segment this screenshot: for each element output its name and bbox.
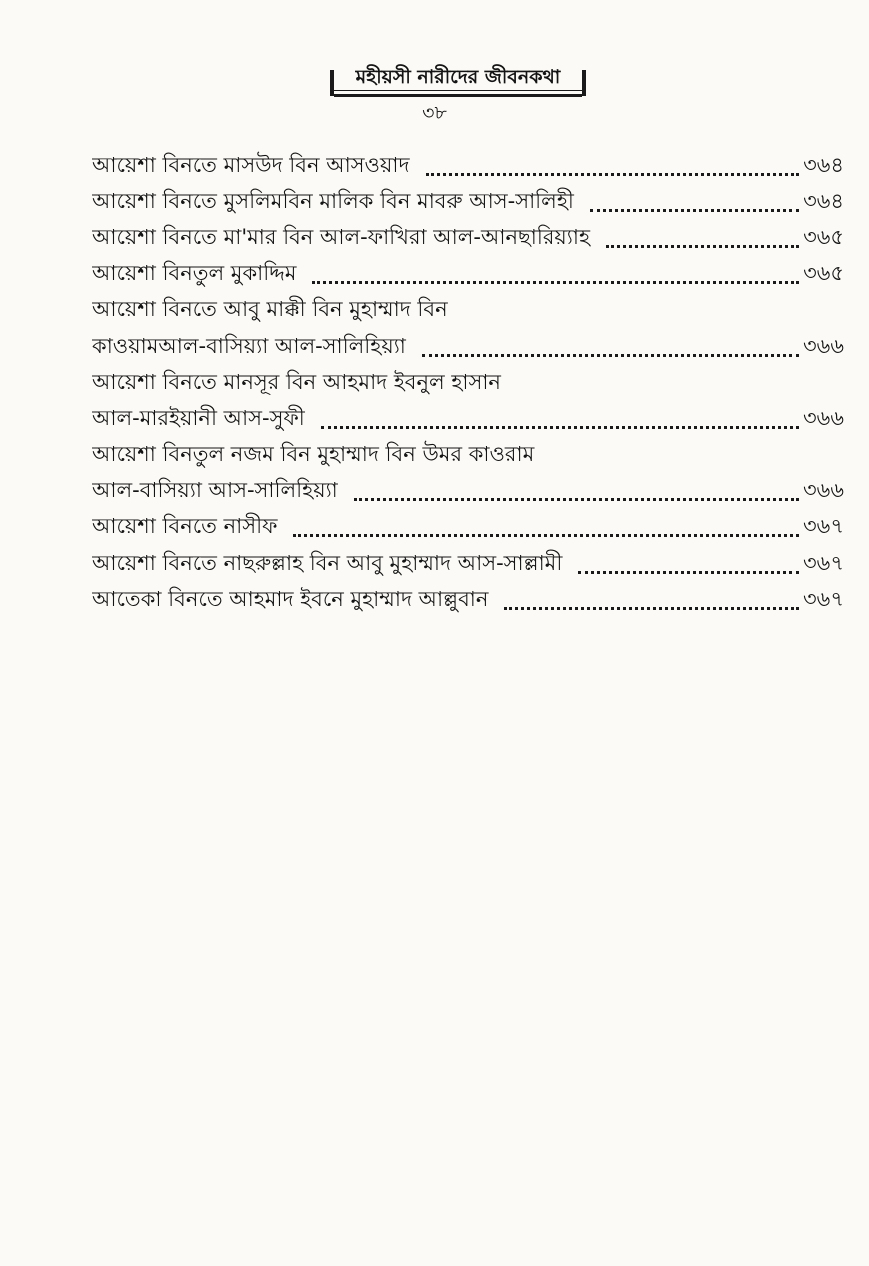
toc-leader-dots — [578, 571, 799, 574]
toc-entry-page: ৩৬৫ — [803, 224, 844, 249]
toc-entry-continued — [92, 438, 844, 474]
toc-entry-label: আয়েশা বিনতে আবু মাক্কী বিন মুহাম্মাদ বিন — [92, 297, 448, 322]
toc-entry-continued — [92, 365, 844, 401]
toc-entry-label: কাওয়ামআল-বাসিয়্যা আল-সালিহিয়্যা — [92, 333, 406, 358]
toc-leader-dots — [354, 498, 799, 501]
toc-leader-dots — [422, 354, 799, 357]
toc-entry — [92, 401, 844, 437]
toc-leader-dots — [312, 281, 799, 284]
toc-leader-dots — [606, 245, 799, 248]
toc-entry-label: আল-বাসিয়্যা আস-সালিহিয়্যা — [92, 478, 338, 503]
toc-leader-dots — [590, 209, 799, 212]
toc-entry — [92, 546, 844, 582]
toc-entry-page: ৩৬৫ — [803, 261, 844, 286]
table-of-contents — [92, 148, 844, 618]
toc-entry-page: ৩৬৬ — [803, 478, 844, 503]
toc-leader-dots — [293, 534, 799, 537]
toc-leader-dots — [426, 173, 800, 176]
running-header — [330, 66, 586, 100]
toc-entry-label: আয়েশা বিনতে মাসউদ বিন আসওয়াদ — [92, 152, 410, 177]
toc-entry-label: আয়েশা বিনতুল নজম বিন মুহাম্মাদ বিন উমর কাওরাম — [92, 442, 535, 467]
toc-entry-label: আতেকা বিনতে আহমাদ ইবনে মুহাম্মাদ আল্লুবান — [92, 586, 489, 611]
toc-leader-dots — [321, 426, 799, 429]
toc-entry — [92, 329, 844, 365]
toc-entry-page: ৩৬৭ — [803, 586, 844, 611]
toc-entry-label: আয়েশা বিনতুল মুকাদ্দিম — [92, 261, 297, 286]
toc-entry — [92, 582, 844, 618]
toc-entry — [92, 184, 844, 220]
header-rule — [334, 94, 582, 97]
toc-entry — [92, 148, 844, 184]
toc-leader-dots — [504, 607, 799, 610]
toc-entry — [92, 220, 844, 256]
toc-entry-page: ৩৬৬ — [803, 405, 844, 430]
toc-entry-page: ৩৬৭ — [803, 550, 844, 575]
toc-entry-page: ৩৬৪ — [803, 152, 844, 177]
toc-entry-page: ৩৬৭ — [803, 514, 844, 539]
toc-entry-continued — [92, 293, 844, 329]
toc-entry-page: ৩৬৪ — [803, 188, 844, 213]
header-rule-thin — [334, 90, 582, 91]
toc-entry-label: আয়েশা বিনতে নাসীফ — [92, 514, 278, 539]
toc-entry-label: আয়েশা বিনতে নাছরুল্লাহ বিন আবু মুহাম্মাদ আস-সাল্লামী — [92, 550, 563, 575]
page-number: ৩৮ — [422, 102, 447, 124]
toc-entry-label: আয়েশা বিনতে মানসূর বিন আহমাদ ইবনুল হাসান — [92, 369, 501, 394]
toc-entry-label: আল-মারইয়ানী আস-সুফী — [92, 405, 305, 430]
toc-entry — [92, 474, 844, 510]
toc-entry-page: ৩৬৬ — [803, 333, 844, 358]
book-title: মহীয়সী নারীদের জীবনকথা — [355, 66, 561, 88]
toc-entry-label: আয়েশা বিনতে মা'মার বিন আল-ফাখিরা আল-আনছারিয়্যাহ — [92, 224, 590, 249]
toc-entry — [92, 257, 844, 293]
toc-entry-label: আয়েশা বিনতে মুসলিমবিন মালিক বিন মাবরু আস-সালিহী — [92, 188, 574, 213]
toc-entry — [92, 510, 844, 546]
